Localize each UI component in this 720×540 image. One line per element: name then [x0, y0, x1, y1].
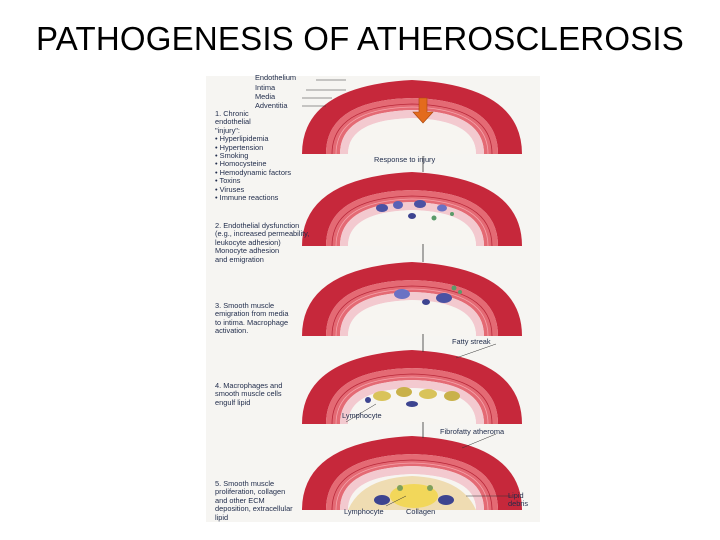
atherosclerosis-figure: [206, 73, 540, 522]
stage-5-text: 5. Smooth muscle proliferation, collagen and other ECM deposition, extracellular lipid: [215, 479, 293, 522]
annotation-collagen: Collagen: [406, 507, 436, 516]
stage-1-text: 1. Chronic endothelial "injury": • Hyperlipidemia • Hypertension • Smoking • Homocysteine • Hemodynamic factors • Toxins • Viruses • Immune reactions: [215, 109, 292, 203]
annotation-lipid-debris: Lipid debris: [508, 491, 529, 509]
layer-label-media: Media: [255, 92, 276, 101]
layer-label-adventitia: Adventitia: [255, 101, 288, 110]
annotation-lymphocyte-stage-5: Lymphocyte: [344, 507, 384, 516]
stage-3-text: 3. Smooth muscle emigration from media to intima. Macrophage activation.: [215, 301, 289, 336]
layer-label-intima: Intima: [255, 83, 276, 92]
stage-4-text: 4. Macrophages and smooth muscle cells engulf lipid: [215, 381, 283, 407]
annotation-response-to-injury: Response to injury: [374, 155, 436, 164]
annotation-lymphocyte-stage-4: Lymphocyte: [342, 411, 382, 420]
annotation-fatty-streak: Fatty streak: [452, 337, 491, 346]
stage-2-text: 2. Endothelial dysfunction (e.g., increased permeability, leukocyte adhesion) Monocyte adhesion and emigration: [215, 221, 310, 264]
annotation-fibrofatty-atheroma: Fibrofatty atheroma: [440, 427, 505, 436]
layer-label-endothelium: Endothelium: [255, 73, 297, 82]
slide-title: PATHOGENESIS OF ATHEROSCLEROSIS: [36, 20, 684, 57]
